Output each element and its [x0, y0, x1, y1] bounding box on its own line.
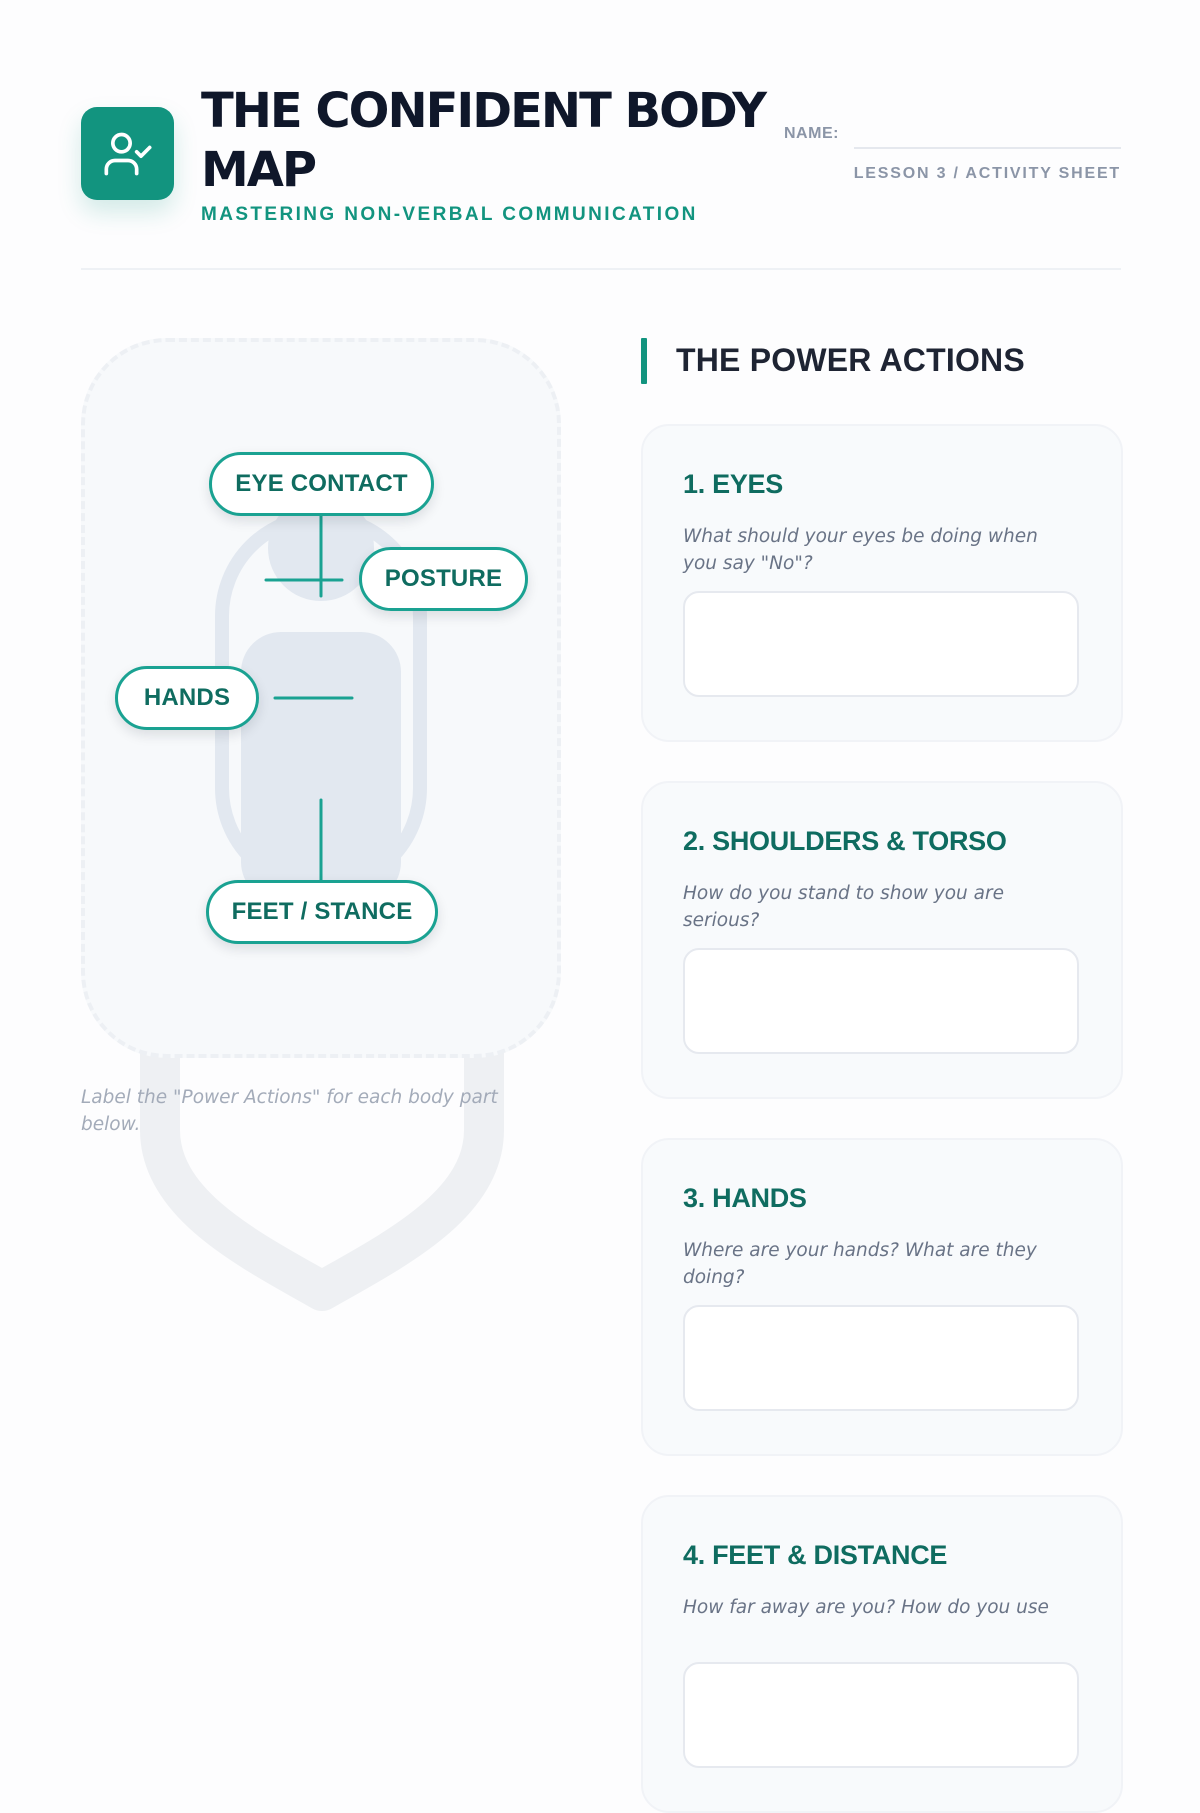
- body-map-caption: Label the "Power Actions" for each body part below.: [81, 1087, 498, 1135]
- label-eye-contact[interactable]: EYE CONTACT: [209, 452, 434, 516]
- action-card-shoulders-torso: [641, 781, 1123, 1099]
- answer-field-hands[interactable]: [683, 1305, 1079, 1411]
- answer-field-feet-distance[interactable]: [683, 1662, 1079, 1768]
- lesson-label: LESSON 3 / ACTIVITY SHEET: [853, 165, 1121, 182]
- section-accent-bar: [641, 338, 647, 384]
- label-feet-stance[interactable]: FEET / STANCE: [206, 880, 438, 944]
- section-title: THE POWER ACTIONS: [676, 342, 1025, 378]
- label-hands[interactable]: HANDS: [115, 666, 259, 730]
- label-posture[interactable]: POSTURE: [359, 547, 528, 611]
- card-title: 2. SHOULDERS & TORSO: [683, 826, 1007, 856]
- card-prompt: How far away are you? How do you use: [683, 1597, 1049, 1618]
- action-card-feet-distance: [641, 1495, 1123, 1813]
- card-title: 3. HANDS: [683, 1183, 807, 1213]
- page-subtitle: MASTERING NON-VERBAL COMMUNICATION: [201, 204, 698, 225]
- card-title: 1. EYES: [683, 469, 783, 499]
- card-prompt: Where are your hands? What are they doing?: [683, 1240, 1037, 1288]
- card-prompt: How do you stand to show you are serious?: [683, 883, 1004, 931]
- answer-field-eyes[interactable]: [683, 591, 1079, 697]
- answer-field-shoulders-torso[interactable]: [683, 948, 1079, 1054]
- action-card-eyes: [641, 424, 1123, 742]
- name-label: NAME:: [784, 125, 839, 142]
- card-prompt: What should your eyes be doing when you say "No"?: [683, 526, 1038, 574]
- shield-watermark-icon: [130, 1035, 510, 1305]
- action-card-hands: [641, 1138, 1123, 1456]
- card-title: 4. FEET & DISTANCE: [683, 1540, 948, 1570]
- page-title: THE CONFIDENT BODY MAP: [201, 83, 766, 198]
- name-field-line[interactable]: [854, 147, 1121, 149]
